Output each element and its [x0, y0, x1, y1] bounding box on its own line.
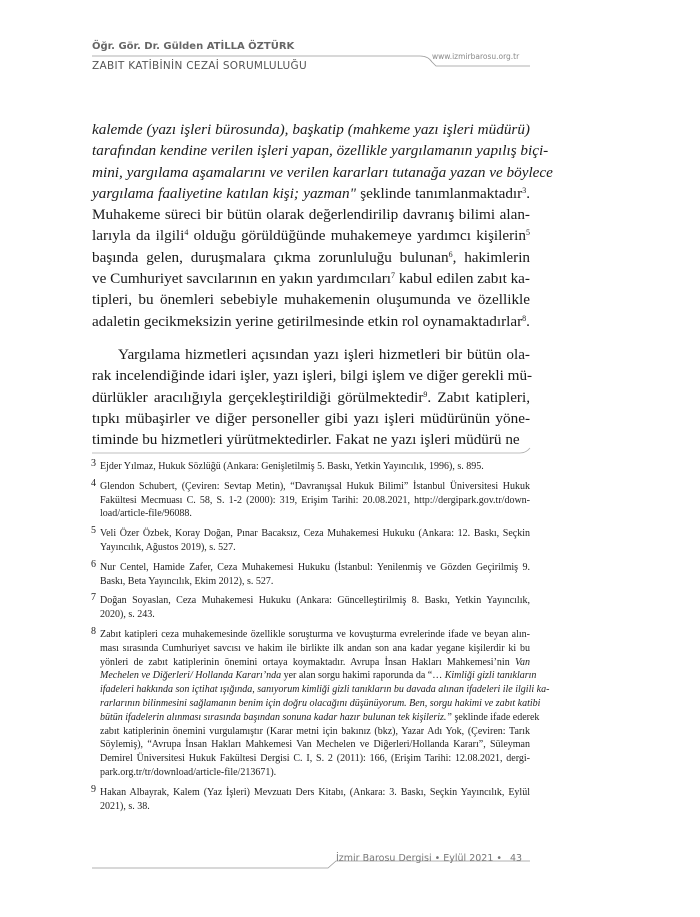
text-segment: tarafından kendine verilen işleri yapan, özellikle yargılamanın yapılış biçi- [92, 142, 549, 160]
footnote [91, 625, 550, 780]
text-segment: park.org.tr/tr/download/article-file/213671). [100, 766, 277, 778]
footnote [91, 558, 530, 589]
text-segment: ması sırasında Cumhuriyet savcısı ve hakim ile birlikte ilk andan son ana kadar yegane kişilerdir ki bu [100, 642, 530, 654]
body-line [92, 119, 530, 140]
text-segment: Yayıncılık, Ağustos 2019), s. 527. [100, 541, 236, 553]
footnote-line [100, 507, 530, 521]
text-segment: larıyla da ilgili [92, 227, 185, 245]
text-segment: şeklinde ifade ederek [451, 711, 540, 723]
body-line [92, 162, 553, 183]
text-segment: Mechelen ve Diğerleri/ Hollanda Kararı’nda [100, 670, 282, 682]
footnote-reference[interactable]: 4 [184, 228, 189, 238]
footnote-line [100, 561, 530, 575]
text-segment: rarlarının bilinmesini sağlamanın benim için doğru olacağını düşünüyorum. Ben, sorgu hakimi ve zabıt katibi [100, 697, 541, 709]
footnote-line [100, 608, 530, 622]
body-line [92, 183, 530, 204]
footnote-number: 9 [91, 783, 96, 795]
footnotes [91, 458, 550, 819]
body-line [92, 225, 530, 246]
text-segment: ifadeleri hakkında son içtihat ışığında, sanıyorum kimliği gizli tanıkların bu davada alınan ifadeleri ile ilgili ka- [100, 684, 550, 696]
text-segment: mini, yargılama aşamalarını ve verilen kararları tutanağa yazan ve böylece [92, 163, 553, 181]
text-segment: Nur Centel, Hamide Zafer, Ceza Muhakemesi Hukuku (İstanbul: Yenilenmiş ve Gözden Geçirilmiş 9. [100, 561, 530, 573]
footnote [92, 460, 530, 474]
text-segment: Demirel Üniversitesi Hukuk Fakültesi Dergisi C. I, S. 2 (2011): 166, (Erişim Tarihi: 12.08.2021, dergi- [100, 753, 530, 765]
footnote-line [100, 642, 530, 656]
body-text [92, 119, 553, 450]
body-line [92, 204, 530, 225]
footnote-line [100, 752, 530, 766]
footnote-line [100, 527, 530, 541]
footnote-line [100, 480, 530, 494]
text-segment: Veli Özer Özbek, Koray Doğan, Pınar Bacaksız, Ceza Muhakemesi Hukuku (Ankara: 12. Baskı, Seçkin [100, 528, 530, 540]
footnote-reference[interactable]: 6 [448, 249, 453, 259]
text-segment: 2020), s. 243. [100, 609, 155, 621]
footnote-line [100, 786, 530, 800]
text-segment: . [526, 312, 530, 330]
body-line [92, 289, 530, 310]
footnote-line [100, 800, 530, 814]
footnote-line [100, 628, 530, 642]
text-segment: Zabıt katipleri ceza muhakemesinde özellikle soruşturma ve kovuşturma evrelerinde ifade ve beyan alın- [100, 628, 530, 640]
footnote [92, 527, 530, 555]
footnote-number: 3 [91, 458, 96, 469]
text-segment: yönleri de zabıt katiplerinin önemini ortaya koymaktadır. Avrupa İnsan Hakları Mahkemesi’nin [100, 656, 515, 668]
body-line [92, 344, 530, 365]
text-segment: dürlükler aracılığıyla gerçekleştirildiği görülmektedir [92, 388, 424, 406]
footnote-number: 5 [91, 525, 96, 537]
text-segment: kalemde (yazı işleri bürosunda), başkatip (mahkeme yazı işleri müdürü) [92, 121, 530, 138]
text-segment: Yargılama hizmetleri açısından yazı işleri hizmetleri bir bütün ola- [118, 345, 530, 363]
text-segment: bütün ifadelerin alınması sırasında başından sonuna kadar hazır bulunan tek kişileriz.” [100, 711, 452, 723]
body-line [92, 140, 549, 161]
body-line [92, 387, 530, 408]
text-segment: adaletin gecikmeksizin yerine getirilmesinde etkin rol oynamaktadırlar [92, 312, 523, 330]
footnote-line [100, 494, 530, 508]
text-segment: Söylemiş), “Avrupa İnsan Hakları Mahkemesi Van Mechelen ve Diğerleri/Hollanda Kararı”, Süleyman [100, 739, 530, 751]
header-article-title: ZABIT KATİBİNİN CEZAİ SORUMLULUĞU [92, 60, 307, 72]
text-segment: kabul edilen zabıt ka- [395, 270, 530, 288]
footnote-number: 6 [91, 558, 96, 570]
footnote-reference[interactable]: 5 [525, 228, 530, 238]
footnote [91, 477, 530, 521]
body-line [92, 408, 530, 429]
footnote-line [100, 738, 530, 752]
body-line [92, 365, 533, 386]
text-segment: . Zabıt katipleri, [427, 388, 531, 406]
footnote-line [100, 575, 530, 589]
text-segment: Baskı, Beta Yayıncılık, Ekim 2012), s. 527. [100, 575, 274, 587]
body-line [92, 268, 530, 289]
text-segment: . [526, 184, 530, 202]
text-segment: Muhakeme süreci bir bütün olarak değerlendirilip davranış bilimi alan- [92, 206, 530, 224]
text-segment: rak incelendiğinde idari işler, yazı işleri, bilgi işlem ve diğer gerekli mü- [92, 367, 533, 385]
footnote-line [100, 669, 537, 683]
footnote-reference[interactable]: 3 [522, 185, 527, 195]
footnote-line [100, 697, 541, 711]
header-author: Öğr. Gör. Dr. Gülden ATİLLA ÖZTÜRK [92, 41, 295, 52]
footnote-number: 8 [91, 625, 96, 637]
body-line [92, 429, 530, 450]
text-segment: , hakimlerin [452, 248, 531, 266]
text-segment: tıpkı mübaşirler ve diğer personeller gibi yazı işleri müdürünün yöne- [92, 409, 530, 427]
footnote [92, 594, 530, 622]
footnote-number: 4 [91, 477, 96, 489]
text-segment: tipleri, bu önemleri sebebiyle muhakemenin oluşumunda ve özellikle [92, 291, 530, 309]
text-segment: Ejder Yılmaz, Hukuk Sözlüğü (Ankara: Genişletilmiş 5. Baskı, Yetkin Yayıncılık, 1996), s. 895. [100, 461, 484, 472]
header-website: www.izmirbarosu.org.tr [432, 52, 520, 61]
text-segment: timinde bu hizmetleri yürütmektedirler. Fakat ne yazı işleri müdürü ne [92, 431, 520, 449]
footnote-number: 7 [91, 592, 96, 604]
text-segment: 2021), s. 38. [100, 800, 150, 812]
text-segment: Van [515, 656, 530, 668]
footnote-line [100, 460, 530, 474]
text-segment: load/article-file/96088. [100, 508, 192, 520]
text-segment: Fakültesi Mecmuası C. 58, S. 1-2 (2000): 319, Erişim Tarihi: 20.08.2021, http://dergipark.gov.tr/down- [100, 494, 530, 506]
footnote-line [100, 541, 530, 555]
body-line [92, 247, 530, 268]
footnote-line [100, 725, 530, 739]
text-segment: yargılama faaliyetine katılan kişi; yazman" [92, 184, 356, 202]
text-segment: Hakan Albayrak, Kalem (Yaz İşleri) Mevzuatı Ders Kitabı, (Ankara: 3. Baskı, Seçkin Yayıncılık, Eylül [100, 786, 530, 798]
footnote-reference[interactable]: 8 [522, 313, 527, 323]
footnote-line [100, 656, 530, 670]
footer-journal: İzmir Barosu Dergisi • Eylül 2021 • [336, 853, 502, 864]
footnote-reference[interactable]: 7 [391, 271, 396, 281]
text-segment: başında gelen, duruşmalara çıkma zorunluluğu bulunan [92, 248, 449, 266]
text-segment: Kimliği gizli tanıkların [444, 670, 537, 682]
text-segment: olduğu görüldüğünde muhakemeye yardımcı kişilerin [188, 227, 526, 245]
footnote-reference[interactable]: 9 [423, 389, 428, 399]
footnote-line [100, 766, 530, 780]
footnote-line [100, 594, 530, 608]
body-line [92, 311, 530, 332]
footnote [91, 783, 530, 814]
text-segment: zabıt katiplerinin önemini vurgulamıştır (Karar metni için bakınız (bkz), Yazar Adı Yok, (Çeviren: Tarık [100, 725, 530, 737]
text-segment: Glendon Schubert, (Çeviren: Sevtap Metin), “Davranışsal Hukuk Bilimi” İstanbul Üniversitesi Hukuk [100, 480, 530, 492]
footnote-line [100, 711, 540, 725]
text-segment: ve Cumhuriyet savcılarının en yakın yardımcıları [92, 270, 392, 288]
page-number: 43 [510, 853, 523, 864]
text-segment: Doğan Soyaslan, Ceza Muhakemesi Hukuku (Ankara: Güncelleştirilmiş 8. Baskı, Yetkin Yayıncılık, [100, 595, 530, 607]
footnote-line [100, 683, 550, 697]
text-segment: şeklinde tanımlanmaktadır [356, 184, 523, 202]
text-segment: yer alan sorgu hakimi raporunda da “… [281, 670, 445, 682]
